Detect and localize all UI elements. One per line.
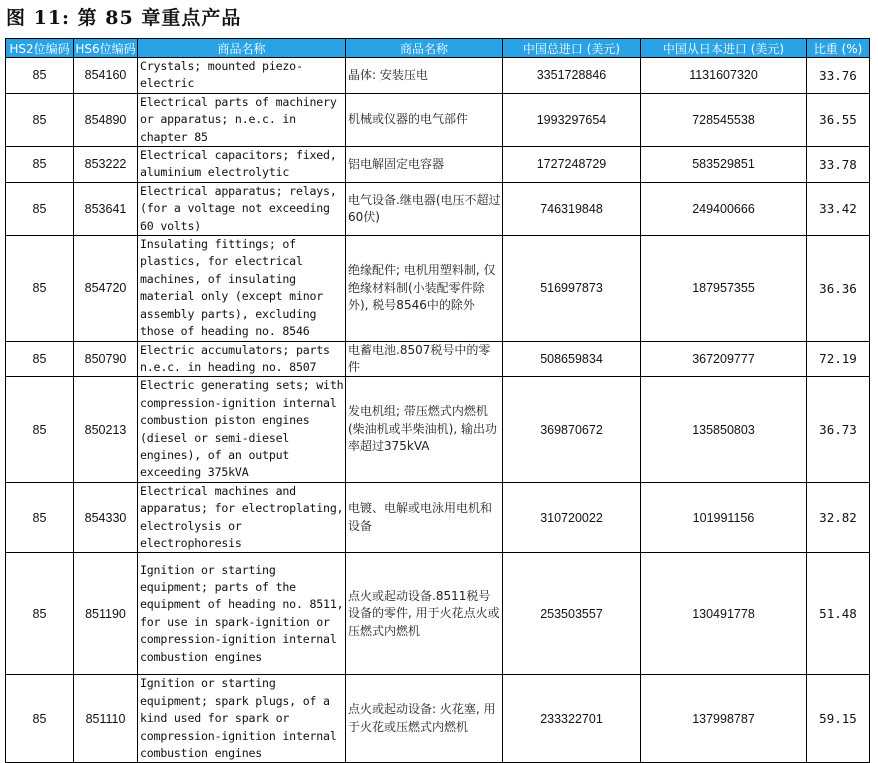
- cell-name-en: Electrical capacitors; fixed, aluminium electrolytic: [138, 147, 346, 183]
- header-share: 比重 (%): [807, 39, 870, 58]
- cell-share: 33.78: [807, 147, 870, 183]
- table-row: [6, 147, 870, 183]
- cell-hs6: 854330: [74, 482, 138, 553]
- cell-hs6: 853222: [74, 147, 138, 183]
- header-total-import: 中国总进口 (美元): [503, 39, 641, 58]
- cell-hs2: 85: [6, 377, 74, 482]
- cell-hs6: 850790: [74, 341, 138, 377]
- cell-hs6: 851190: [74, 553, 138, 675]
- table-row: [6, 182, 870, 235]
- cell-total-import: 746319848: [503, 182, 641, 235]
- cell-japan-import: 101991156: [641, 482, 807, 553]
- cell-hs6: 851110: [74, 675, 138, 763]
- cell-hs2: 85: [6, 341, 74, 377]
- cell-name-zh: 晶体: 安装压电: [346, 58, 503, 94]
- cell-hs2: 85: [6, 147, 74, 183]
- cell-share: 32.82: [807, 482, 870, 553]
- table-row: [6, 93, 870, 146]
- cell-total-import: 1993297654: [503, 93, 641, 146]
- cell-name-en: Electrical machines and apparatus; for electroplating, electrolysis or electrophoresis: [138, 482, 346, 553]
- cell-hs2: 85: [6, 236, 74, 341]
- cell-hs6: 853641: [74, 182, 138, 235]
- cell-name-en: Ignition or starting equipment; parts of the equipment of heading no. 8511, for use in spark-ignition or compression-ignition internal combustion engines: [138, 553, 346, 675]
- cell-name-en: Electrical parts of machinery or apparatus; n.e.c. in chapter 85: [138, 93, 346, 146]
- cell-hs6: 854160: [74, 58, 138, 94]
- cell-name-zh: 电气设备.继电器(电压不超过60伏): [346, 182, 503, 235]
- products-table: [5, 38, 870, 763]
- cell-share: 51.48: [807, 553, 870, 675]
- cell-japan-import: 137998787: [641, 675, 807, 763]
- cell-hs2: 85: [6, 553, 74, 675]
- header-japan-import: 中国从日本进口 (美元): [641, 39, 807, 58]
- cell-total-import: 3351728846: [503, 58, 641, 94]
- figure-title: 图 11: 第 85 章重点产品: [6, 7, 242, 29]
- cell-hs2: 85: [6, 58, 74, 94]
- cell-share: 36.73: [807, 377, 870, 482]
- cell-name-en: Electric generating sets; with compression-ignition internal combustion piston engines (diesel or semi-diesel engines), of an output exceeding 375kVA: [138, 377, 346, 482]
- cell-name-zh: 点火或起动设备.8511税号设备的零件, 用于火花点火或压燃式内燃机: [346, 553, 503, 675]
- cell-hs6: 854720: [74, 236, 138, 341]
- header-hs6: HS6位编码: [74, 39, 138, 58]
- cell-total-import: 233322701: [503, 675, 641, 763]
- cell-share: 33.76: [807, 58, 870, 94]
- table-row: [6, 553, 870, 675]
- cell-japan-import: 1131607320: [641, 58, 807, 94]
- cell-hs6: 854890: [74, 93, 138, 146]
- cell-share: 36.55: [807, 93, 870, 146]
- cell-hs2: 85: [6, 482, 74, 553]
- cell-total-import: 253503557: [503, 553, 641, 675]
- cell-name-en: Electrical apparatus; relays, (for a voltage not exceeding 60 volts): [138, 182, 346, 235]
- cell-name-zh: 铝电解固定电容器: [346, 147, 503, 183]
- cell-name-zh: 机械或仪器的电气部件: [346, 93, 503, 146]
- cell-japan-import: 130491778: [641, 553, 807, 675]
- cell-japan-import: 187957355: [641, 236, 807, 341]
- table-row: [6, 675, 870, 763]
- cell-japan-import: 367209777: [641, 341, 807, 377]
- cell-name-zh: 电镀、电解或电泳用电机和设备: [346, 482, 503, 553]
- cell-name-en: Crystals; mounted piezo-electric: [138, 58, 346, 94]
- table-row: [6, 341, 870, 377]
- cell-hs2: 85: [6, 182, 74, 235]
- cell-share: 36.36: [807, 236, 870, 341]
- cell-name-zh: 发电机组; 带压燃式内燃机(柴油机或半柴油机), 输出功率超过375kVA: [346, 377, 503, 482]
- cell-hs2: 85: [6, 93, 74, 146]
- cell-total-import: 310720022: [503, 482, 641, 553]
- cell-total-import: 508659834: [503, 341, 641, 377]
- cell-japan-import: 583529851: [641, 147, 807, 183]
- table-row: [6, 377, 870, 482]
- cell-share: 59.15: [807, 675, 870, 763]
- cell-share: 72.19: [807, 341, 870, 377]
- cell-name-zh: 点火或起动设备: 火花塞, 用于火花或压燃式内燃机: [346, 675, 503, 763]
- cell-name-zh: 绝缘配件; 电机用塑料制, 仅绝缘材料制(小装配零件除外), 税号8546中的除外: [346, 236, 503, 341]
- table-row: [6, 482, 870, 553]
- cell-japan-import: 249400666: [641, 182, 807, 235]
- table-row: [6, 58, 870, 94]
- cell-hs6: 850213: [74, 377, 138, 482]
- cell-hs2: 85: [6, 675, 74, 763]
- cell-share: 33.42: [807, 182, 870, 235]
- cell-name-zh: 电蓄电池.8507税号中的零件: [346, 341, 503, 377]
- cell-name-en: Ignition or starting equipment; spark plugs, of a kind used for spark or compression-ignition internal combustion engines: [138, 675, 346, 763]
- header-name-zh: 商品名称: [346, 39, 503, 58]
- cell-total-import: 369870672: [503, 377, 641, 482]
- cell-japan-import: 135850803: [641, 377, 807, 482]
- header-name-en: 商品名称: [138, 39, 346, 58]
- table-header-row: [6, 39, 870, 58]
- cell-total-import: 516997873: [503, 236, 641, 341]
- cell-total-import: 1727248729: [503, 147, 641, 183]
- cell-name-en: Insulating fittings; of plastics, for electrical machines, of insulating material only (except minor assembly parts), excluding those of heading no. 8546: [138, 236, 346, 341]
- table-row: [6, 236, 870, 341]
- header-hs2: HS2位编码: [6, 39, 74, 58]
- cell-name-en: Electric accumulators; parts n.e.c. in heading no. 8507: [138, 341, 346, 377]
- cell-japan-import: 728545538: [641, 93, 807, 146]
